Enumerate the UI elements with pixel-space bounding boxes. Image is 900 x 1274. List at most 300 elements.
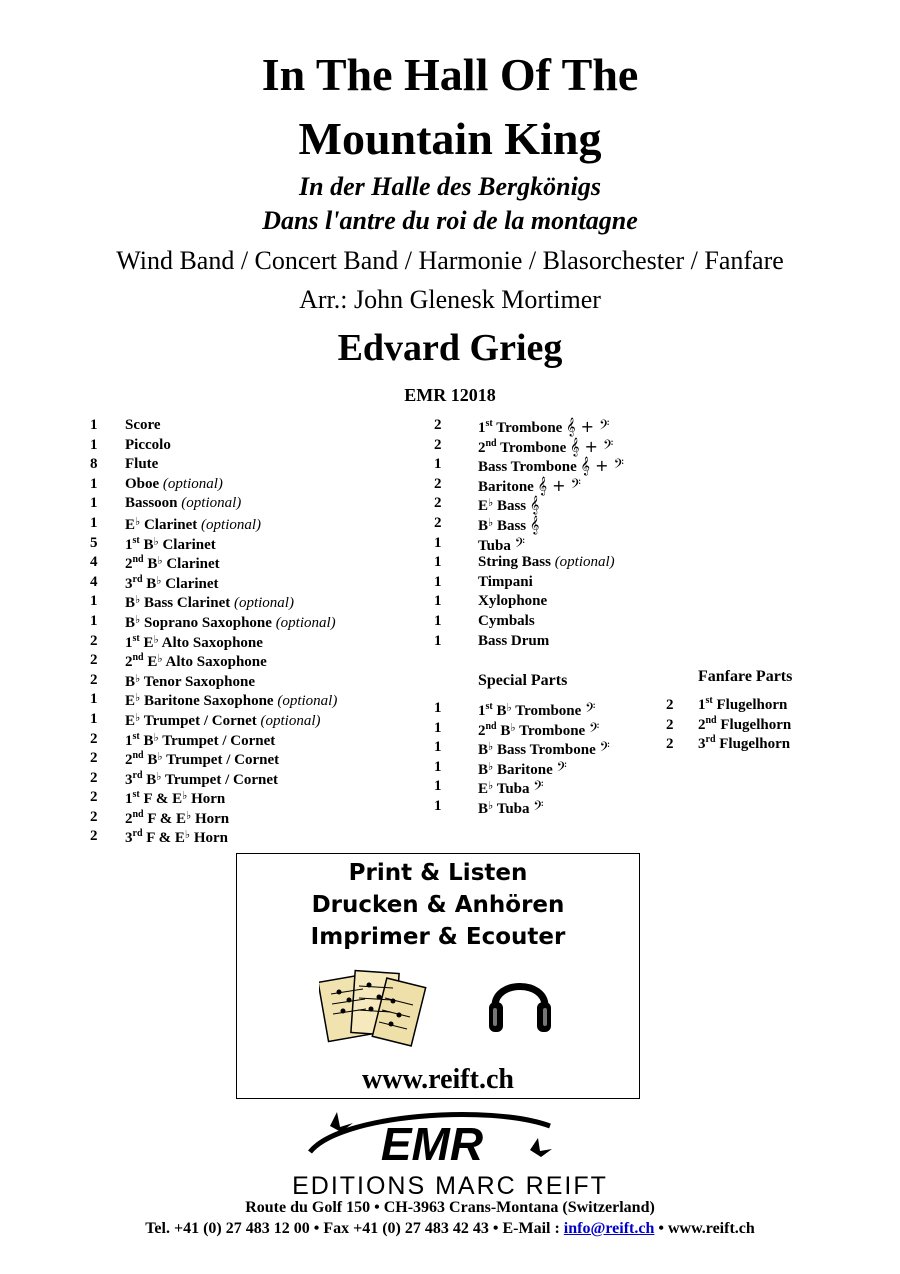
- part-instrument: Tenor Saxophone: [143, 673, 255, 690]
- part-instrument: Xylophone: [478, 593, 548, 610]
- part-quantity: 1: [434, 612, 442, 629]
- part-instrument: Flugelhorn: [720, 716, 792, 733]
- part-row: [434, 417, 664, 437]
- part-quantity: 1: [90, 593, 98, 610]
- part-ordinal-suffix: rd: [132, 769, 143, 781]
- part-quantity: 1: [434, 739, 442, 756]
- part-name: [478, 437, 613, 457]
- part-instrument: Horn: [194, 810, 230, 827]
- part-name: [125, 809, 229, 828]
- part-instrument: Trombone: [515, 703, 582, 719]
- part-instrument: Horn: [193, 830, 228, 847]
- part-instrument: Trombone: [519, 722, 586, 739]
- flat-symbol: ♭: [184, 829, 191, 842]
- email-link[interactable]: info@reift.ch: [563, 1220, 655, 1237]
- part-ordinal-suffix: nd: [132, 652, 144, 664]
- part-key: B: [496, 703, 507, 719]
- flat-symbol: ♭: [186, 809, 192, 822]
- part-quantity: 2: [90, 652, 98, 669]
- flat-symbol: ♭: [488, 741, 494, 754]
- clef-icon: 𝄢: [514, 534, 525, 554]
- catalog-number: EMR 12018: [404, 385, 496, 405]
- part-row: [90, 731, 430, 751]
- part-name: [125, 691, 337, 710]
- part-row: [90, 711, 430, 731]
- flat-symbol: ♭: [156, 574, 162, 587]
- part-quantity: 1: [90, 436, 98, 453]
- flat-symbol: ♭: [488, 497, 494, 510]
- part-key: B: [478, 761, 489, 778]
- part-row: [434, 633, 664, 653]
- promo-line-french: Imprimer & Ecouter: [310, 924, 566, 950]
- part-quantity: 1: [90, 612, 98, 629]
- clef-icon: 𝄢: [588, 719, 600, 739]
- part-quantity: 2: [90, 828, 98, 845]
- subtitle-german: In der Halle des Bergkönigs: [299, 172, 601, 201]
- flat-symbol: ♭: [135, 613, 141, 626]
- clef-icon: 𝄢: [556, 758, 567, 778]
- part-ordinal: 2: [478, 439, 486, 456]
- part-name: [125, 476, 223, 493]
- part-prefix: F &: [147, 810, 176, 827]
- part-row: [90, 672, 430, 692]
- flat-symbol: ♭: [488, 516, 494, 529]
- flat-symbol: ♭: [135, 711, 141, 724]
- part-name: [478, 720, 599, 740]
- part-name: [125, 554, 220, 573]
- part-name: [478, 759, 567, 779]
- part-name: [125, 652, 267, 671]
- part-ordinal-suffix: rd: [132, 828, 143, 840]
- part-instrument: Bass Clarinet: [143, 595, 231, 612]
- clef-icon: 𝄞 + 𝄢: [569, 436, 614, 456]
- part-name: [125, 770, 278, 789]
- part-instrument: Clarinet: [165, 575, 219, 592]
- part-ordinal-suffix: st: [132, 534, 140, 546]
- part-quantity: 1: [434, 534, 442, 551]
- part-name: [125, 515, 261, 534]
- part-name: [125, 417, 161, 434]
- part-name: [478, 593, 547, 610]
- part-key: B: [478, 800, 489, 817]
- part-row: [90, 593, 430, 613]
- part-quantity: 2: [434, 475, 442, 492]
- part-quantity: 2: [90, 789, 98, 806]
- part-prefix: F &: [146, 830, 175, 847]
- optional-label: (optional): [233, 595, 294, 612]
- part-row: [434, 739, 664, 759]
- part-row: [90, 554, 430, 574]
- part-instrument: Alto Saxophone: [165, 654, 267, 671]
- part-instrument: Clarinet: [162, 536, 216, 553]
- part-ordinal: 3: [125, 830, 133, 847]
- part-instrument: Cymbals: [478, 612, 535, 629]
- part-name: [478, 554, 615, 571]
- print-listen-box[interactable]: [236, 853, 640, 1099]
- part-key: E: [478, 781, 489, 798]
- part-instrument: String Bass: [478, 554, 551, 571]
- part-row: [666, 736, 866, 756]
- part-row: [434, 456, 664, 476]
- flat-symbol: ♭: [153, 535, 159, 548]
- part-quantity: 4: [90, 573, 98, 590]
- part-quantity: 2: [90, 730, 98, 747]
- fanfare-parts-heading: Fanfare Parts: [698, 668, 793, 685]
- part-instrument: Bassoon: [125, 495, 178, 512]
- part-instrument: Trombone: [500, 439, 567, 456]
- part-instrument: Trumpet / Cornet: [143, 712, 257, 729]
- part-row: [434, 759, 664, 779]
- part-name: [125, 828, 228, 847]
- clef-icon: 𝄢: [533, 778, 544, 798]
- flat-symbol: ♭: [153, 633, 159, 646]
- clef-icon: 𝄢: [585, 700, 596, 719]
- part-key: B: [143, 732, 154, 749]
- part-name: [478, 417, 609, 437]
- part-ordinal: 3: [125, 575, 133, 592]
- part-key: B: [500, 722, 511, 739]
- part-quantity: 1: [90, 691, 98, 708]
- part-quantity: 1: [434, 573, 442, 590]
- part-name: [478, 798, 544, 818]
- part-key: B: [478, 742, 489, 759]
- part-row: [434, 554, 664, 574]
- part-ordinal: 2: [125, 810, 133, 827]
- part-key: B: [147, 752, 158, 769]
- part-name: [478, 456, 624, 476]
- part-ordinal-suffix: nd: [132, 808, 144, 820]
- part-key: E: [147, 654, 158, 671]
- flat-symbol: ♭: [157, 555, 163, 568]
- part-quantity: 2: [434, 514, 442, 531]
- part-row: [90, 476, 430, 496]
- part-row: [90, 789, 430, 809]
- part-instrument: Bass Trombone: [496, 742, 596, 759]
- part-key: E: [172, 791, 183, 808]
- subtitle-french: Dans l'antre du roi de la montagne: [262, 206, 638, 235]
- optional-label: (optional): [554, 554, 615, 571]
- part-quantity: 2: [434, 436, 442, 453]
- part-name: [125, 593, 294, 612]
- part-quantity: 1: [434, 554, 442, 571]
- flat-symbol: ♭: [135, 515, 141, 528]
- promo-line-english: Print & Listen: [348, 860, 528, 886]
- part-name: [125, 574, 219, 593]
- part-ordinal-suffix: nd: [132, 554, 144, 566]
- optional-label: (optional): [201, 516, 262, 533]
- part-name: [125, 672, 255, 691]
- parts-list-column-1: [90, 417, 430, 848]
- part-ordinal-suffix: nd: [705, 714, 717, 726]
- emr-logo-text: EMR: [380, 1118, 484, 1170]
- fanfare-parts-list: [666, 697, 866, 756]
- part-name: [125, 437, 171, 454]
- part-key: B: [146, 575, 157, 592]
- part-quantity: 1: [90, 514, 98, 531]
- part-quantity: 4: [90, 554, 98, 571]
- clef-icon: 𝄢: [599, 739, 610, 759]
- part-ordinal-suffix: st: [485, 701, 493, 712]
- part-quantity: 5: [90, 534, 98, 551]
- part-name: [125, 731, 275, 750]
- part-quantity: 2: [90, 769, 98, 786]
- part-row: [90, 437, 430, 457]
- part-row: [434, 574, 664, 594]
- part-quantity: 2: [666, 697, 674, 713]
- publisher-contact: [0, 1220, 900, 1238]
- part-instrument: Baritone: [496, 761, 553, 778]
- part-instrument: Oboe: [125, 475, 160, 492]
- part-instrument: Tuba: [496, 800, 530, 817]
- part-name: [125, 711, 321, 730]
- part-name: [478, 700, 595, 720]
- part-ordinal-suffix: nd: [485, 720, 497, 732]
- part-quantity: 1: [90, 495, 98, 512]
- part-name: [478, 613, 535, 630]
- part-key: B: [143, 536, 154, 553]
- part-row: [90, 456, 430, 476]
- part-instrument: Piccolo: [125, 436, 171, 453]
- part-ordinal: 1: [125, 791, 133, 808]
- part-quantity: 1: [434, 456, 442, 473]
- part-name: [478, 535, 525, 555]
- promo-url[interactable]: www.reift.ch: [362, 1064, 514, 1095]
- part-instrument: Trumpet / Cornet: [164, 771, 278, 788]
- title-line-1: In The Hall Of The: [261, 49, 639, 100]
- part-row: [434, 476, 664, 496]
- part-key: B: [147, 556, 158, 573]
- part-row: [90, 515, 430, 535]
- part-row: [90, 750, 430, 770]
- part-ordinal-suffix: rd: [705, 734, 716, 746]
- part-row: [90, 574, 430, 594]
- part-ordinal: 1: [125, 634, 133, 651]
- part-row: [90, 809, 430, 829]
- part-instrument: Bass Drum: [478, 632, 550, 649]
- part-instrument: Flute: [125, 456, 159, 473]
- part-ordinal: 1: [478, 420, 486, 436]
- part-key: E: [125, 712, 136, 729]
- part-name: [125, 613, 336, 632]
- part-name: [478, 574, 533, 591]
- flat-symbol: ♭: [135, 672, 141, 685]
- part-instrument: Score: [125, 417, 161, 433]
- part-instrument: Baritone Saxophone: [143, 693, 274, 710]
- part-instrument: Timpani: [478, 573, 533, 590]
- part-key: B: [146, 771, 157, 788]
- flat-symbol: ♭: [488, 760, 494, 773]
- flat-symbol: ♭: [135, 594, 141, 607]
- flat-symbol: ♭: [182, 790, 188, 803]
- part-row: [90, 770, 430, 790]
- part-row: [434, 535, 664, 555]
- part-instrument: Bass: [496, 498, 527, 515]
- flat-symbol: ♭: [156, 770, 162, 783]
- part-quantity: 2: [90, 750, 98, 767]
- part-key: B: [125, 614, 136, 631]
- part-ordinal: 1: [125, 732, 133, 749]
- part-quantity: 1: [90, 475, 98, 492]
- special-parts-heading: Special Parts: [478, 672, 568, 689]
- sheet-music-icon: [319, 964, 429, 1054]
- parts-list-column-2: [434, 417, 664, 652]
- part-name: [478, 739, 610, 759]
- contact-phone-fax: Tel. +41 (0) 27 483 12 00 • Fax +41 (0) 27 483 42 43 • E-Mail :: [145, 1220, 564, 1237]
- part-quantity: 1: [434, 758, 442, 775]
- part-row: [90, 652, 430, 672]
- part-instrument: Trumpet / Cornet: [166, 752, 280, 769]
- part-row: [90, 828, 430, 848]
- part-ordinal-suffix: st: [705, 695, 713, 706]
- part-quantity: 8: [90, 456, 98, 473]
- part-name: [125, 495, 241, 512]
- part-quantity: 2: [666, 736, 674, 753]
- part-instrument: Tuba: [478, 537, 511, 554]
- clef-icon: 𝄞 + 𝄢: [537, 475, 581, 495]
- clef-icon: 𝄞: [529, 514, 540, 534]
- part-quantity: 2: [434, 417, 442, 433]
- part-row: [90, 613, 430, 633]
- part-instrument: Clarinet: [166, 556, 220, 573]
- part-name: [478, 495, 539, 515]
- part-quantity: 1: [434, 719, 442, 736]
- part-ordinal-suffix: nd: [132, 750, 144, 762]
- part-row: [434, 515, 664, 535]
- part-ordinal-suffix: nd: [485, 437, 497, 449]
- part-row: [434, 778, 664, 798]
- part-key: E: [143, 634, 154, 651]
- clef-icon: 𝄞: [529, 495, 540, 515]
- part-quantity: 1: [90, 417, 98, 433]
- part-name: [698, 736, 790, 753]
- flat-symbol: ♭: [510, 721, 516, 734]
- part-row: [90, 417, 430, 437]
- flat-symbol: ♭: [135, 692, 141, 705]
- part-name: [698, 714, 792, 734]
- part-quantity: 2: [90, 632, 98, 649]
- part-ordinal: 3: [698, 736, 706, 753]
- part-quantity: 2: [666, 716, 674, 733]
- optional-label: (optional): [275, 614, 336, 631]
- part-instrument: Flugelhorn: [719, 736, 791, 753]
- part-name: [478, 515, 539, 535]
- part-instrument: Soprano Saxophone: [143, 614, 272, 631]
- part-row: [434, 720, 664, 740]
- part-quantity: 2: [90, 671, 98, 688]
- part-instrument: Tuba: [496, 781, 530, 798]
- part-ordinal: 2: [125, 654, 133, 671]
- part-ordinal: 1: [698, 697, 706, 713]
- part-ordinal-suffix: rd: [132, 573, 143, 585]
- part-quantity: 2: [434, 495, 442, 512]
- promo-line-german: Drucken & Anhören: [311, 892, 565, 918]
- part-name: [125, 535, 216, 554]
- special-parts-list: [434, 700, 664, 818]
- part-instrument: Clarinet: [143, 516, 198, 533]
- part-key: E: [478, 498, 489, 515]
- flat-symbol: ♭: [506, 702, 512, 714]
- part-instrument: Trumpet / Cornet: [162, 732, 276, 749]
- part-key: E: [125, 693, 136, 710]
- optional-label: (optional): [277, 693, 338, 710]
- flat-symbol: ♭: [153, 731, 159, 744]
- ensemble-line: Wind Band / Concert Band / Harmonie / Blasorchester / Fanfare: [116, 246, 784, 275]
- emr-logo: [300, 1108, 560, 1174]
- optional-label: (optional): [260, 712, 321, 729]
- part-ordinal-suffix: st: [132, 632, 140, 644]
- part-name: [478, 778, 544, 798]
- publisher-name: EDITIONS MARC REIFT: [292, 1172, 608, 1200]
- part-name: [125, 789, 225, 808]
- part-key: E: [175, 810, 186, 827]
- flat-symbol: ♭: [488, 780, 494, 793]
- flat-symbol: ♭: [488, 799, 494, 812]
- part-row: [666, 714, 866, 737]
- part-row: [90, 691, 430, 711]
- part-ordinal: 2: [698, 716, 706, 733]
- part-ordinal-suffix: st: [485, 418, 493, 429]
- part-instrument: Horn: [191, 791, 226, 808]
- part-key: E: [125, 516, 136, 533]
- part-quantity: 1: [434, 797, 442, 814]
- part-name: [698, 697, 787, 714]
- part-instrument: Baritone: [478, 478, 534, 495]
- part-name: [125, 456, 158, 473]
- part-instrument: Bass: [496, 517, 527, 534]
- part-row: [434, 437, 664, 457]
- part-row: [90, 535, 430, 555]
- publisher-address: Route du Golf 150 • CH-3963 Crans-Montana (Switzerland): [245, 1199, 655, 1216]
- part-name: [125, 633, 263, 652]
- part-key: E: [174, 830, 185, 847]
- part-quantity: 1: [434, 632, 442, 649]
- clef-icon: 𝄞 + 𝄢: [580, 456, 624, 476]
- part-row: [434, 700, 664, 720]
- part-name: [125, 750, 279, 769]
- part-prefix: F &: [143, 791, 173, 808]
- part-row: [666, 697, 866, 717]
- part-row: [434, 593, 664, 613]
- part-ordinal: 2: [478, 722, 486, 739]
- part-ordinal: 1: [478, 703, 486, 719]
- part-row: [434, 495, 664, 515]
- part-row: [434, 798, 664, 818]
- flat-symbol: ♭: [157, 653, 163, 666]
- part-row: [90, 633, 430, 653]
- part-quantity: 2: [90, 808, 98, 825]
- part-ordinal: 1: [125, 536, 133, 553]
- contact-website: • www.reift.ch: [654, 1220, 755, 1237]
- optional-label: (optional): [162, 475, 223, 492]
- part-key: B: [478, 517, 489, 534]
- clef-icon: 𝄞 + 𝄢: [566, 417, 610, 436]
- part-quantity: 1: [434, 700, 442, 716]
- composer-name: Edvard Grieg: [337, 327, 563, 369]
- part-ordinal: 2: [125, 752, 133, 769]
- part-quantity: 1: [434, 593, 442, 610]
- part-quantity: 1: [90, 710, 98, 727]
- part-instrument: Bass Trombone: [478, 459, 577, 476]
- part-name: [478, 476, 581, 496]
- part-key: B: [125, 595, 136, 612]
- flat-symbol: ♭: [157, 751, 163, 764]
- title-line-2: Mountain King: [298, 113, 602, 164]
- part-instrument: Alto Saxophone: [161, 634, 263, 651]
- part-name: [478, 633, 549, 650]
- part-ordinal: 2: [125, 556, 133, 573]
- optional-label: (optional): [181, 495, 242, 512]
- part-quantity: 1: [434, 778, 442, 795]
